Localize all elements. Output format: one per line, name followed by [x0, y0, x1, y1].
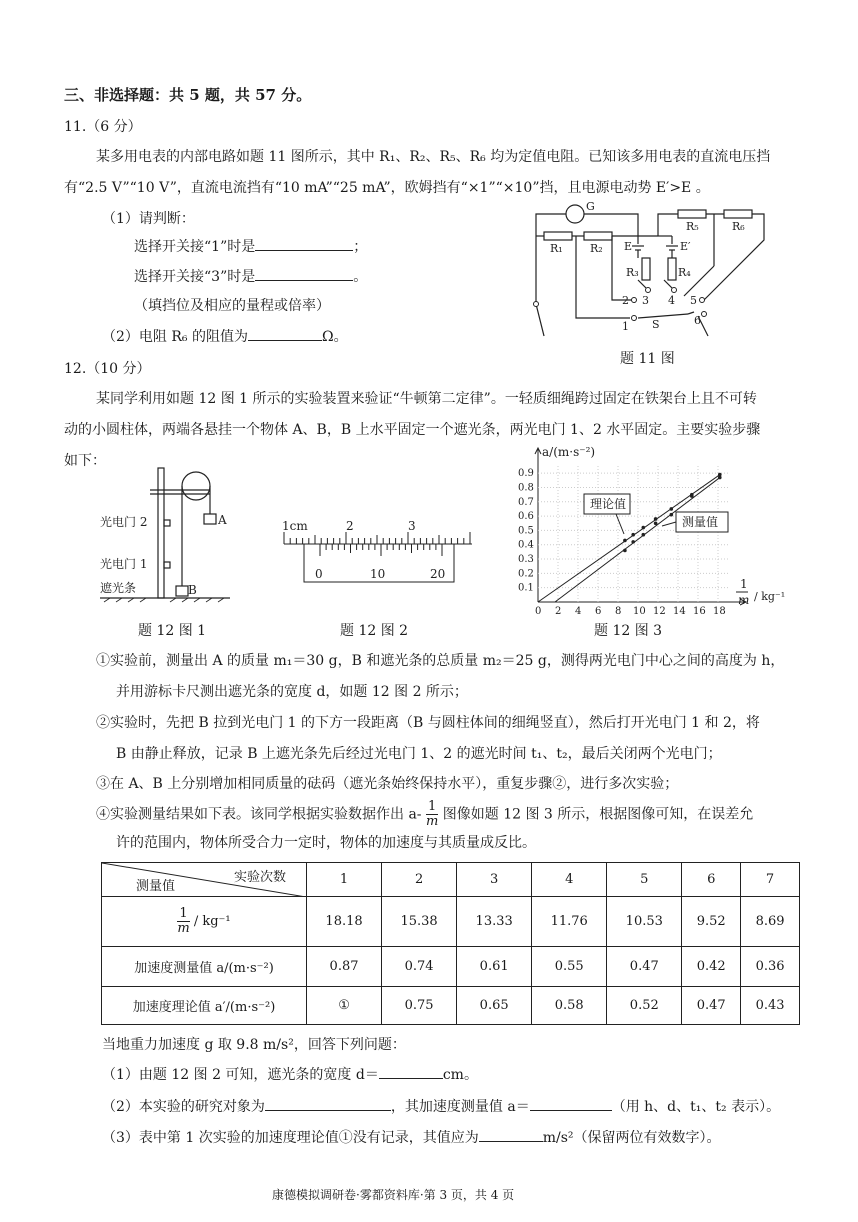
step2-line1: ②实验时，先把 B 拉到光电门 1 的下方一段距离（B 与圆柱体间的细绳竖直），然后打开光电门 1 和 2，将 [96, 715, 760, 731]
q12-intro-line1: 某同学利用如题 12 图 1 所示的实验装置来验证“牛顿第二定律”。一轻质细绳跨过固定在铁架台上且不可转 [96, 391, 757, 407]
data-table [101, 862, 800, 1025]
q11-line-b-text: 选择开关接“3”时是 [134, 269, 256, 285]
answer-blank-acceleration[interactable] [530, 1096, 612, 1111]
fig12-2-caption: 题 12 图 2 [340, 623, 409, 639]
fig12-1-gate2-label: 光电门 2 [100, 515, 148, 529]
q11-line-b-end: 。 [353, 269, 368, 285]
trial-header: 1 [307, 863, 382, 897]
chart-y-tick-label: 0.1 [518, 582, 534, 594]
chart-x-tick-label: 4 [575, 606, 582, 617]
answer-blank-object[interactable] [265, 1096, 391, 1111]
q1-unit: cm。 [442, 1067, 478, 1083]
row1-frac-den: m [177, 921, 190, 936]
label-S: S [652, 318, 660, 331]
chart-y-tick-label: 0.3 [518, 554, 534, 566]
chart-x-tick-label: 14 [673, 606, 686, 617]
chart-point [631, 533, 635, 537]
chart-y-tick-label: 0.9 [518, 468, 534, 480]
chart-x-tick-label: 2 [555, 606, 562, 617]
q11-line-b [134, 266, 367, 286]
q2-text-c: （用 h、d、t₁、t₂ 表示）。 [611, 1099, 781, 1115]
answer-blank-theory[interactable] [479, 1127, 543, 1142]
label-R5: R₅ [686, 220, 699, 233]
fig12-1-A-label: A [218, 513, 227, 527]
corner-top: 实验次数 [233, 870, 286, 885]
label-n2: 2 [622, 294, 629, 307]
table-header-row [102, 863, 800, 897]
q12-intro-line3: 如下： [64, 453, 106, 469]
fig12-2-main-label-2: 3 [408, 519, 416, 533]
chart-y-tick-label: 0.5 [518, 525, 534, 537]
q12-number: 12.（10 分） [64, 361, 151, 377]
q2-text-a: （2）本实验的研究对象为 [102, 1099, 265, 1115]
chart-point [670, 507, 674, 511]
trial-header: 4 [532, 863, 607, 897]
label-n6: 6 [694, 314, 701, 327]
chart-xlabel-frac-num: 1 [740, 577, 748, 591]
measured-callout-label: 测量值 [682, 515, 719, 529]
label-n4: 4 [668, 294, 675, 307]
label-R4: R₄ [678, 266, 691, 279]
step3: ③在 A、B 上分别增加相同质量的砝码（遮光条始终保持水平），重复步骤②，进行多次实验； [96, 776, 679, 792]
chart-point [654, 517, 658, 521]
chart-x-tick-label: 12 [653, 606, 666, 617]
chart-x-tick-label: 10 [633, 606, 646, 617]
chart-point [623, 539, 627, 543]
table-row-measured [102, 947, 800, 987]
trial-header: 2 [382, 863, 457, 897]
label-R6: R₆ [732, 220, 745, 233]
row1-fraction [177, 907, 189, 936]
question-3 [102, 1127, 721, 1147]
q11-part1: （1）请判断： [102, 211, 195, 227]
q11-intro-line1: 某多用电表的内部电路如题 11 图所示，其中 R₁、R₂、R₅、R₆ 均为定值电阻。已知该多用电表的直流电压挡 [96, 149, 771, 165]
label-R1: R₁ [550, 242, 563, 255]
fig12-1-caption: 题 12 图 1 [138, 623, 207, 639]
table-cell: 15.38 [382, 897, 457, 947]
q3-text-a: （3）表中第 1 次实验的加速度理论值①没有记录，其值应为 [102, 1130, 479, 1146]
chart-point [642, 533, 646, 537]
table-cell: 0.61 [457, 947, 532, 987]
chart-y-tick-label: 0.6 [518, 511, 534, 523]
row2-label: 加速度测量值 a/(m·s⁻²) [102, 947, 307, 987]
label-R3: R₃ [626, 266, 639, 279]
fig12-1-strip-label: 遮光条 [100, 581, 137, 595]
table-cell: 13.33 [457, 897, 532, 947]
q11-line-a-end: ； [353, 239, 368, 255]
label-n3: 3 [642, 294, 649, 307]
row3-label: 加速度理论值 a′/(m·s⁻²) [102, 987, 307, 1025]
step1-line2: 并用游标卡尺测出遮光条的宽度 d，如题 12 图 2 所示； [116, 684, 468, 700]
question-1 [102, 1064, 478, 1084]
answer-blank-r6[interactable] [248, 326, 322, 341]
theory-callout-label: 理论值 [590, 497, 627, 511]
fig12-2-main-label-0: 1cm [282, 519, 308, 533]
trial-header: 5 [607, 863, 682, 897]
q3-text-b: m/s²（保留两位有效数字）。 [542, 1130, 721, 1146]
trial-header: 6 [682, 863, 741, 897]
step1-line1: ①实验前，测量出 A 的质量 m₁＝30 g，B 和遮光条的总质量 m₂＝25 g，测得两光电门中心之间的高度为 h， [96, 653, 785, 669]
table-cell: 0.55 [532, 947, 607, 987]
q12-intro-line2: 动的小圆柱体，两端各悬挂一个物体 A、B，B 上水平固定一个遮光条，两光电门 1、2 水平固定。主要实验步骤 [64, 422, 761, 438]
label-R2: R₂ [590, 242, 603, 255]
chart-point [670, 513, 674, 517]
chart-y-tick-label: 0.2 [518, 568, 534, 580]
fig12-2-vernier-label-2: 20 [430, 567, 446, 581]
step2-line2: B 由静止释放，记录 B 上遮光条先后经过光电门 1、2 的遮光时间 t₁、t₂，最后关闭两个光电门； [116, 746, 722, 762]
row1-label [102, 897, 307, 947]
fig12-1-B-label: B [188, 583, 197, 597]
chart-xlabel-unit: / kg⁻¹ [754, 590, 786, 603]
chart-y-tick-label: 0.7 [518, 496, 534, 508]
fig12-1-apparatus [100, 462, 250, 610]
q11-intro-line2: 有“2.5 V”“10 V”，直流电流挡有“10 mA”“25 mA”，欧姆挡有“×1”“×10”挡，且电源电动势 E′>E 。 [64, 180, 710, 196]
table-cell: 0.47 [682, 987, 741, 1025]
table-cell: 0.75 [382, 987, 457, 1025]
fig12-2-vernier [280, 514, 476, 594]
chart-x-tick-label: 6 [595, 606, 602, 617]
gravity-line: 当地重力加速度 g 取 9.8 m/s²，回答下列问题： [102, 1037, 406, 1053]
trial-header: 3 [457, 863, 532, 897]
answer-blank-a[interactable] [255, 236, 353, 251]
chart-x-tick-label: 18 [713, 606, 726, 617]
fig11-caption: 题 11 图 [620, 351, 675, 367]
table-row-theory [102, 987, 800, 1025]
page-footer: 康德模拟调研卷·雾都资料库·第 3 页，共 4 页 [272, 1188, 515, 1202]
table-cell: 11.76 [532, 897, 607, 947]
chart-y-tick-label: 0.8 [518, 482, 534, 494]
step4-text-a: ④实验测量结果如下表。该同学根据实验数据作出 a- [96, 806, 422, 823]
trial-header: 7 [741, 863, 800, 897]
table-cell: 0.42 [682, 947, 741, 987]
fraction-1-over-m [426, 800, 438, 829]
fig12-2-main-label-1: 2 [346, 519, 354, 533]
table-cell: ① [307, 987, 382, 1025]
q11-line-a-text: 选择开关接“1”时是 [134, 239, 256, 255]
chart-point [631, 540, 635, 544]
chart-point [642, 526, 646, 530]
answer-blank-b[interactable] [255, 266, 353, 281]
step4-line1 [96, 800, 753, 829]
chart-ylabel: a/(m·s⁻²) [542, 445, 596, 459]
table-cell: 9.52 [682, 897, 741, 947]
row1-frac-num: 1 [177, 907, 189, 922]
label-E: E [624, 240, 633, 253]
label-n1: 1 [622, 320, 629, 333]
table-cell: 0.58 [532, 987, 607, 1025]
q2-text-b: ，其加速度测量值 a＝ [390, 1099, 530, 1115]
table-row-inverse-mass [102, 897, 800, 947]
answer-blank-width[interactable] [379, 1064, 443, 1079]
step4-text-b: 图像如题 12 图 3 所示，根据图像可知，在误差允 [442, 806, 754, 823]
table-cell: 18.18 [307, 897, 382, 947]
chart-y-tick-label: 0.4 [518, 539, 534, 551]
chart-point [718, 476, 722, 480]
chart-x-tick-label: 16 [693, 606, 706, 617]
frac-numerator: 1 [426, 800, 438, 815]
chart-xlabel-frac-den: m [738, 593, 750, 607]
theory-callout [584, 494, 630, 534]
fig12-2-vernier-label-1: 10 [370, 567, 386, 581]
question-2 [102, 1096, 780, 1116]
table-cell: 8.69 [741, 897, 800, 947]
fig12-2-vernier-label-0: 0 [315, 567, 323, 581]
table-corner-cell [102, 863, 307, 897]
fig12-3-chart [500, 440, 800, 620]
chart-xlabel [736, 577, 785, 607]
q11-part2-text: （2）电阻 R₆ 的阻值为 [102, 329, 248, 345]
row1-unit: / kg⁻¹ [193, 914, 231, 929]
table-cell: 0.43 [741, 987, 800, 1025]
table-cell: 0.65 [457, 987, 532, 1025]
label-n5: 5 [690, 294, 697, 307]
chart-point [623, 549, 627, 553]
q11-part2 [102, 326, 348, 346]
circuit-diagram [518, 196, 798, 346]
corner-bottom: 测量值 [136, 879, 176, 894]
q11-line-a [134, 236, 367, 256]
label-Ep: E′ [680, 240, 691, 253]
chart-x-tick-label: 0 [535, 606, 542, 617]
chart-x-tick-label: 8 [615, 606, 622, 617]
frac-denominator: m [425, 814, 439, 829]
section-heading: 三、非选择题：共 5 题，共 57 分。 [64, 86, 312, 104]
q11-number: 11.（6 分） [64, 119, 142, 135]
fig12-3-caption: 题 12 图 3 [594, 623, 663, 639]
chart-point [654, 521, 658, 525]
table-cell: 10.53 [607, 897, 682, 947]
chart-point [690, 494, 694, 498]
q11-part2-unit: Ω。 [321, 329, 348, 345]
table-cell: 0.47 [607, 947, 682, 987]
label-G: G [586, 200, 595, 213]
fig12-1-gate1-label: 光电门 1 [100, 557, 148, 571]
q11-hint: （填挡位及相应的量程或倍率） [134, 298, 330, 314]
table-cell: 0.87 [307, 947, 382, 987]
q1-text: （1）由题 12 图 2 可知，遮光条的宽度 d＝ [102, 1067, 379, 1083]
step4-line2: 许的范围内，物体所受合力一定时，物体的加速度与其质量成反比。 [116, 835, 536, 851]
table-cell: 0.74 [382, 947, 457, 987]
table-cell: 0.52 [607, 987, 682, 1025]
table-cell: 0.36 [741, 947, 800, 987]
